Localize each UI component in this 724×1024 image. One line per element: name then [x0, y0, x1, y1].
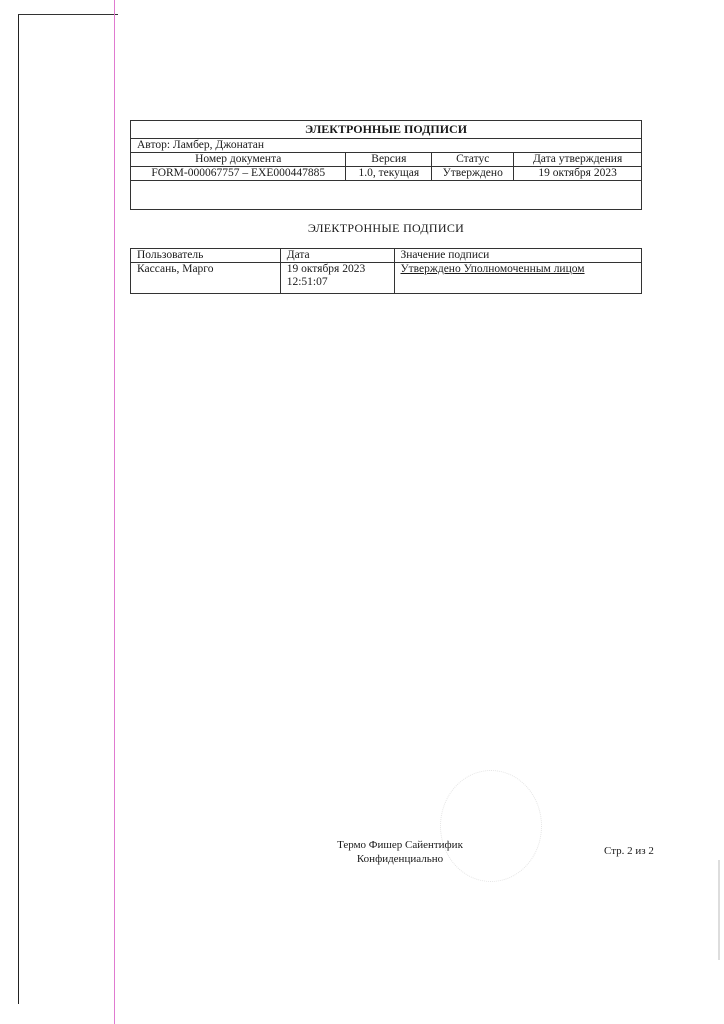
value-doc-number: FORM-000067757 – EXE000447885	[131, 167, 346, 181]
signatures-table	[130, 248, 642, 294]
page-number: Стр. 2 из 2	[604, 845, 654, 857]
footer-confidential: Конфиденциально	[356, 853, 444, 865]
summary-table	[130, 120, 642, 210]
scan-left-edge	[18, 14, 19, 1004]
signature-time: 12:51:07	[286, 276, 328, 288]
header-date: Дата	[280, 249, 394, 263]
summary-title: ЭЛЕКТРОННЫЕ ПОДПИСИ	[131, 121, 642, 139]
footer-company: Термо Фишер Сайентифик	[337, 839, 463, 851]
signature-meaning	[394, 263, 641, 294]
header-version: Версия	[346, 153, 432, 167]
scan-top-edge	[18, 14, 118, 15]
value-approval-date: 19 октября 2023	[514, 167, 642, 181]
signature-date: 19 октября 2023	[286, 263, 366, 275]
header-meaning: Значение подписи	[394, 249, 641, 263]
header-doc-number: Номер документа	[131, 153, 346, 167]
signature-datetime	[280, 263, 394, 294]
signature-meaning-text: Утверждено Уполномоченным лицом	[400, 263, 585, 275]
value-version: 1.0, текущая	[346, 167, 432, 181]
header-user: Пользователь	[131, 249, 281, 263]
footer	[300, 838, 500, 866]
author-line: Автор: Ламбер, Джонатан	[131, 139, 642, 153]
margin-line	[114, 0, 115, 1024]
header-status: Статус	[432, 153, 514, 167]
signer-name: Кассань, Марго	[131, 263, 281, 294]
table-row	[131, 263, 642, 294]
empty-row	[131, 181, 642, 210]
scan-right-edge	[718, 860, 720, 960]
header-approval-date: Дата утверждения	[514, 153, 642, 167]
value-status: Утверждено	[432, 167, 514, 181]
signatures-title: ЭЛЕКТРОННЫЕ ПОДПИСИ	[307, 221, 465, 235]
